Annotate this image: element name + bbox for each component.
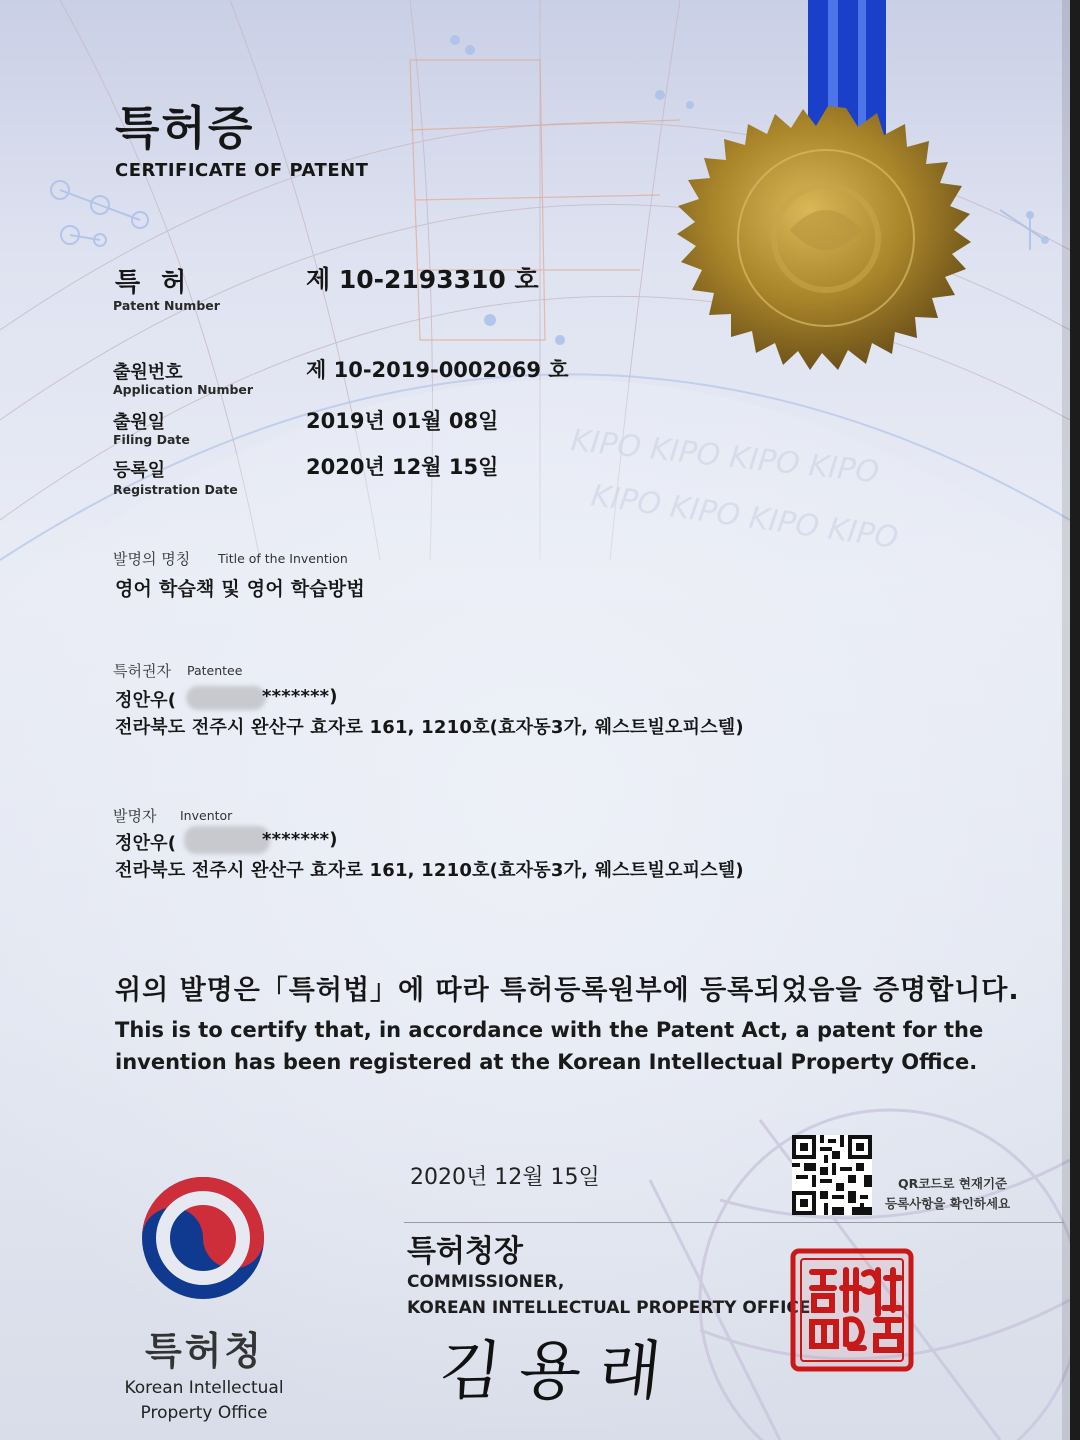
- commissioner-title-en-line1: COMMISSIONER,: [407, 1272, 565, 1292]
- issue-date: 2020년 12월 15일: [410, 1165, 600, 1190]
- commissioner-title: 특허청장: [407, 1234, 523, 1269]
- svg-text:KIPO KIPO KIPO KIPO: KIPO KIPO KIPO KIPO: [569, 423, 881, 491]
- patentee-name: 정안우(: [115, 690, 177, 711]
- patent-number-label: 특 허: [115, 268, 193, 298]
- inventor-label: 발명자: [113, 807, 157, 825]
- application-number-value: 제 10-2019-0002069 호: [306, 358, 569, 382]
- registration-date-value: 2020년 12월 15일: [306, 455, 499, 479]
- declaration-en-line2: invention has been registered at the Korean Intellectual Property Office.: [115, 1050, 978, 1074]
- svg-text:KIPO KIPO KIPO KIPO: KIPO KIPO KIPO KIPO: [588, 478, 901, 556]
- declaration-en-line1: This is to certify that, in accordance with the Patent Act, a patent for the: [115, 1018, 984, 1042]
- qr-code-icon[interactable]: [792, 1135, 872, 1215]
- qr-note-line1: QR코드로 현재기준: [898, 1176, 1008, 1191]
- kipo-name-en-line1: Korean Intellectual: [124, 1378, 284, 1398]
- kipo-logo-icon: [140, 1175, 266, 1301]
- patent-number-label-en: Patent Number: [113, 298, 220, 313]
- declaration-ko: 위의 발명은「특허법」에 따라 특허등록원부에 등록되었음을 증명합니다.: [115, 975, 1020, 1006]
- inventor-address: 전라북도 전주시 완산구 효자로 161, 1210호(효자동3가, 웨스트빌오피스텔): [115, 860, 744, 881]
- footer-divider: [404, 1222, 1064, 1223]
- inventor-id-redaction: [184, 826, 270, 854]
- registration-date-label-en: Registration Date: [113, 482, 238, 497]
- inventor-label-en: Inventor: [180, 808, 233, 823]
- application-number-label: 출원번호: [113, 362, 183, 383]
- certificate-title-en: CERTIFICATE OF PATENT: [115, 160, 369, 181]
- commissioner-title-en-line2: KOREAN INTELLECTUAL PROPERTY OFFICE: [407, 1298, 811, 1318]
- filing-date-label: 출원일: [113, 412, 166, 433]
- inventor-name: 정안우(: [115, 833, 177, 854]
- commissioner-signature: 김용래: [435, 1335, 683, 1409]
- kipo-name-en-line2: Property Office: [140, 1403, 268, 1423]
- invention-title-label-en: Title of the Invention: [218, 551, 348, 566]
- registration-date-label: 등록일: [113, 460, 166, 481]
- application-number-label-en: Application Number: [113, 382, 254, 397]
- patentee-id-suffix: *******): [262, 686, 338, 707]
- invention-title-label: 발명의 명칭: [113, 550, 191, 568]
- filing-date-label-en: Filing Date: [113, 432, 190, 447]
- inventor-id-suffix: *******): [262, 829, 338, 850]
- kipo-name: 특허청: [145, 1329, 265, 1373]
- patent-number-value: 제 10-2193310 호: [306, 265, 539, 294]
- official-stamp-icon: [790, 1248, 914, 1372]
- qr-note-line2: 등록사항을 확인하세요: [885, 1196, 1011, 1211]
- gold-seal-icon: [677, 106, 971, 370]
- invention-title: 영어 학습책 및 영어 학습방법: [115, 578, 365, 600]
- certificate-title: 특허증: [115, 101, 255, 155]
- patentee-id-redaction: [186, 686, 266, 710]
- patentee-label-en: Patentee: [187, 663, 243, 678]
- patentee-label: 특허권자: [113, 662, 171, 680]
- filing-date-value: 2019년 01월 08일: [306, 409, 499, 433]
- patentee-address: 전라북도 전주시 완산구 효자로 161, 1210호(효자동3가, 웨스트빌오피스텔): [115, 717, 744, 738]
